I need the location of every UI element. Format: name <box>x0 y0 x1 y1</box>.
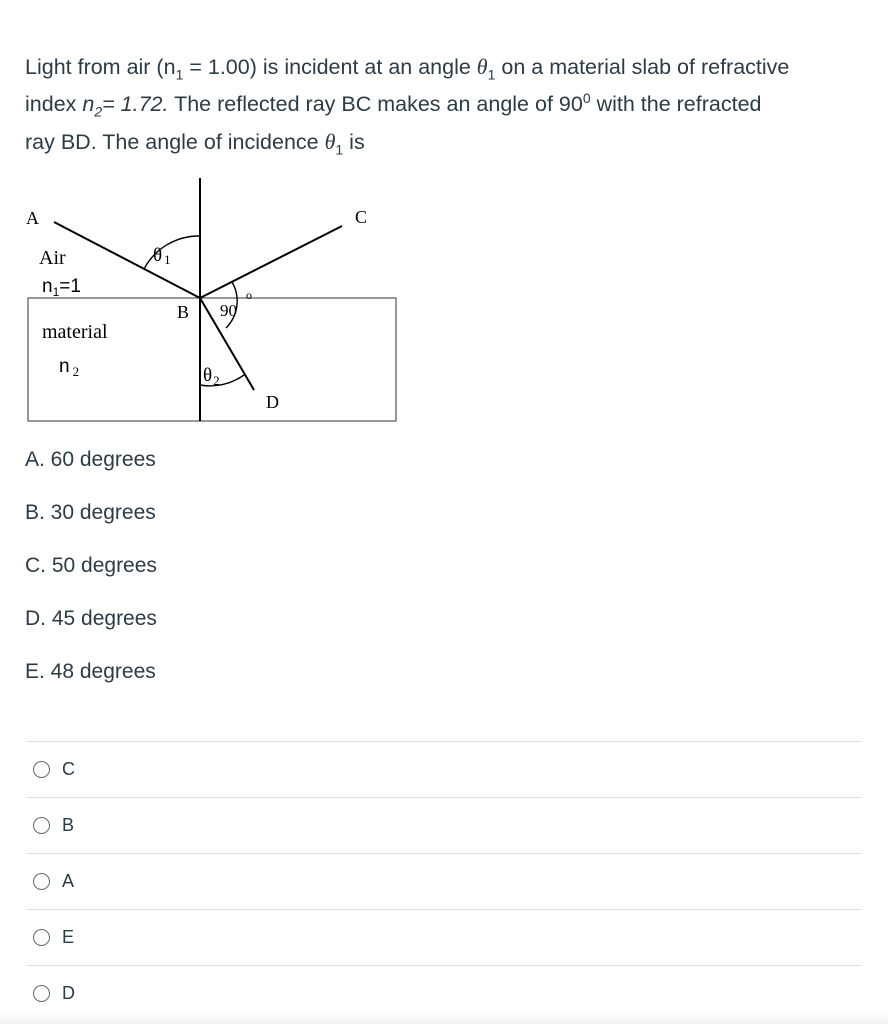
question-line-2: index $n_2= 1.72$. The reflected ray BC makes an angle of $90^0$ with the refracted <box>25 89 762 120</box>
refraction-diagram <box>26 170 406 430</box>
label-c: C <box>355 207 368 227</box>
radio-button[interactable] <box>33 817 50 834</box>
answer-b: B. 30 degrees <box>25 501 156 524</box>
material-slab <box>28 298 396 421</box>
question-text <box>25 48 865 161</box>
label-theta2: $\theta_2$ <box>203 365 220 388</box>
option-label[interactable]: A <box>62 871 75 891</box>
answer-e: E. 48 degrees <box>25 660 156 683</box>
answer-d: D. 45 degrees <box>25 607 157 630</box>
label-material: material <box>42 321 108 343</box>
radio-button[interactable] <box>33 929 50 946</box>
label-theta1: θ 1 <box>153 245 171 267</box>
option-c[interactable] <box>26 741 862 797</box>
label-a: A <box>26 208 39 228</box>
answer-list <box>25 438 157 703</box>
option-e[interactable] <box>26 909 862 965</box>
label-90: 90 <box>220 301 237 320</box>
option-label[interactable]: D <box>62 983 75 1003</box>
label-90-degree-mark: o <box>246 288 252 302</box>
label-b: B <box>177 302 190 322</box>
answer-a: A. 60 degrees <box>25 448 156 471</box>
radio-button[interactable] <box>33 761 50 778</box>
radio-button[interactable] <box>33 873 50 890</box>
reflected-ray <box>200 226 342 298</box>
label-air: Air <box>39 247 66 269</box>
answer-options <box>26 741 862 1021</box>
bottom-fade <box>0 1012 888 1024</box>
label-n2: n $_2$ <box>59 356 80 379</box>
option-label[interactable]: C <box>62 759 75 779</box>
label-n1: $n_1=1$ <box>42 276 81 299</box>
question-line-3: ray BD. The angle of incidence $\theta_1$ is <box>25 129 365 158</box>
option-a[interactable] <box>26 853 862 909</box>
radio-button[interactable] <box>33 985 50 1002</box>
label-d: D <box>266 392 279 412</box>
answer-c: C. 50 degrees <box>25 554 157 577</box>
option-b[interactable] <box>26 797 862 853</box>
option-label[interactable]: B <box>62 815 75 835</box>
option-label[interactable]: E <box>62 927 75 947</box>
question-line-1: Light from air $(n_1 = 1.00)$ is incident at an angle $\theta_1$ on a material slab of refractive <box>25 54 790 83</box>
